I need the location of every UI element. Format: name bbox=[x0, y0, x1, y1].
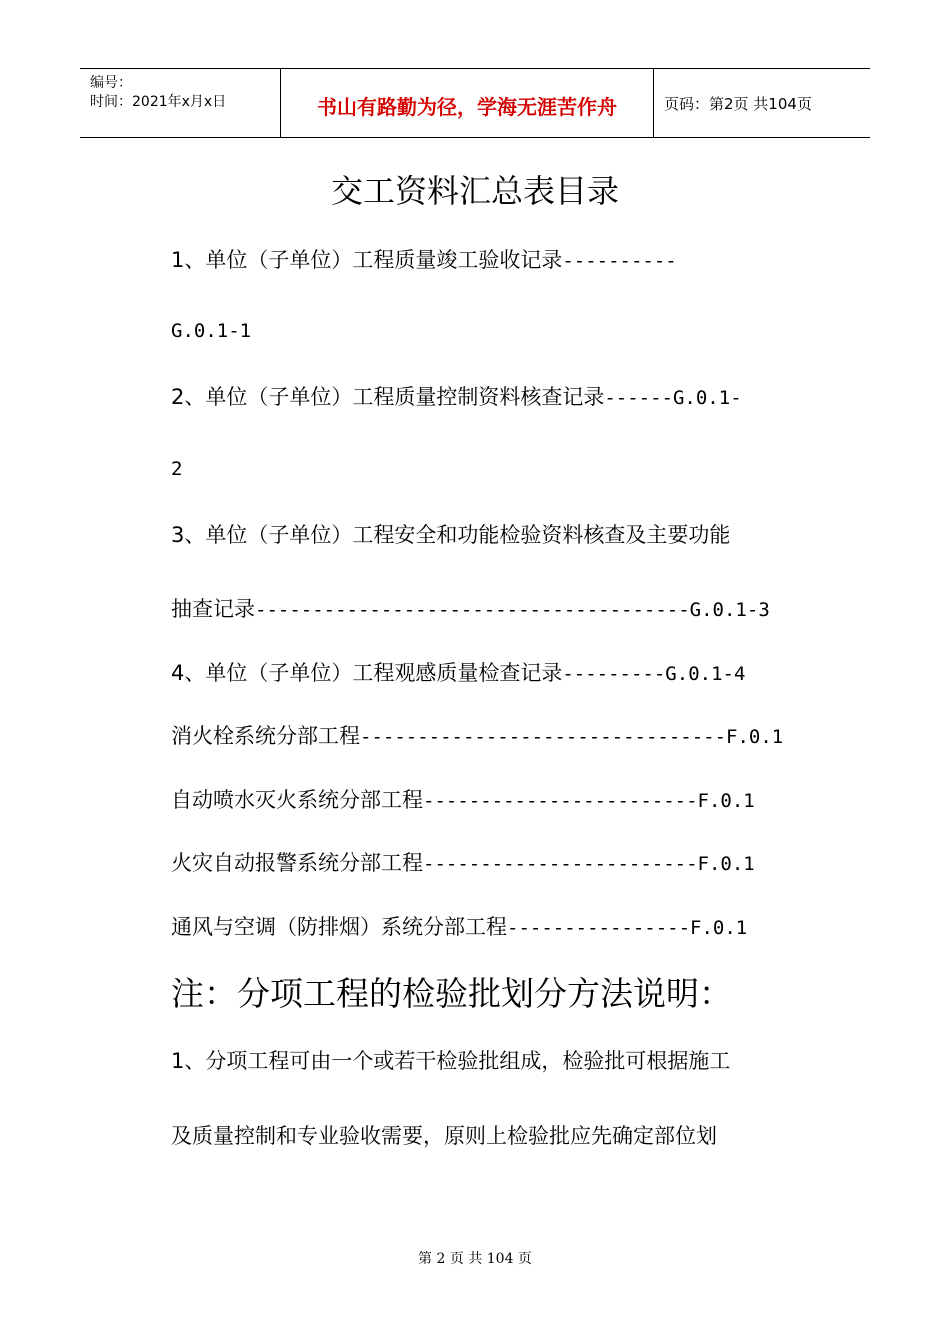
body-paragraph-line: 及质量控制和专业验收需要，原则上检验批应先确定部位划 bbox=[171, 1124, 717, 1148]
page-footer: 第 2 页 共 104 页 bbox=[418, 1251, 532, 1267]
document-title: 交工资料汇总表目录 bbox=[330, 172, 619, 210]
toc-entry-leader: ---------G.0.1-4 bbox=[562, 663, 746, 685]
toc-entry-leader: ------------------------F.0.1 bbox=[423, 853, 755, 875]
toc-entry bbox=[171, 847, 755, 877]
toc-entry bbox=[171, 593, 770, 623]
toc-entry-text: 2、单位（子单位）工程质量控制资料核查记录 bbox=[171, 385, 605, 409]
toc-entry bbox=[171, 720, 783, 750]
note-heading: 注：分项工程的检验批划分方法说明： bbox=[171, 974, 732, 1013]
toc-entry-text: 消火栓系统分部工程 bbox=[171, 724, 360, 748]
toc-entry-leader: 2 bbox=[171, 458, 183, 480]
toc-entry-text: 火灾自动报警系统分部工程 bbox=[171, 851, 423, 875]
toc-entry bbox=[171, 456, 182, 480]
toc-entry bbox=[171, 784, 755, 814]
toc-entry bbox=[171, 318, 251, 342]
toc-entry bbox=[171, 657, 745, 687]
toc-entry-leader: --------------------------------F.0.1 bbox=[360, 726, 784, 748]
toc-entry-text: 3、单位（子单位）工程安全和功能检验资料核查及主要功能 bbox=[171, 523, 731, 547]
document-date: 时间：2021年x月x日 bbox=[90, 94, 227, 110]
header-meta-cell bbox=[80, 69, 281, 137]
toc-entry-text: 4、单位（子单位）工程观感质量检查记录 bbox=[171, 661, 563, 685]
body-paragraph-line: 1、分项工程可由一个或若干检验批组成，检验批可根据施工 bbox=[171, 1049, 731, 1073]
toc-entry-text: 抽查记录 bbox=[171, 597, 255, 621]
toc-entry-leader: ------G.0.1- bbox=[604, 387, 742, 409]
toc-entry-text: 通风与空调（防排烟）系统分部工程 bbox=[171, 915, 507, 939]
header-page-cell bbox=[654, 69, 870, 137]
toc-entry-leader: ----------------F.0.1 bbox=[507, 917, 748, 939]
header-page-info: 页码：第2页 共104页 bbox=[664, 95, 812, 113]
toc-entry-leader: ------------------------F.0.1 bbox=[423, 790, 755, 812]
toc-entry bbox=[171, 381, 742, 411]
page-header bbox=[80, 68, 870, 138]
motto-text: 书山有路勤为径，学海无涯苦作舟 bbox=[317, 95, 617, 119]
toc-entry bbox=[171, 519, 730, 549]
header-motto-cell bbox=[281, 69, 654, 137]
toc-entry-text: 1、单位（子单位）工程质量竣工验收记录 bbox=[171, 248, 563, 272]
toc-entry bbox=[171, 244, 677, 274]
document-number-label: 编号： bbox=[90, 75, 132, 91]
toc-entry-text: 自动喷水灭火系统分部工程 bbox=[171, 788, 423, 812]
toc-entry-leader: --------------------------------------G.0.1-3 bbox=[255, 599, 770, 621]
toc-entry-leader: G.0.1-1 bbox=[171, 320, 252, 342]
toc-entry-leader: ---------- bbox=[562, 250, 677, 272]
toc-entry bbox=[171, 911, 747, 941]
